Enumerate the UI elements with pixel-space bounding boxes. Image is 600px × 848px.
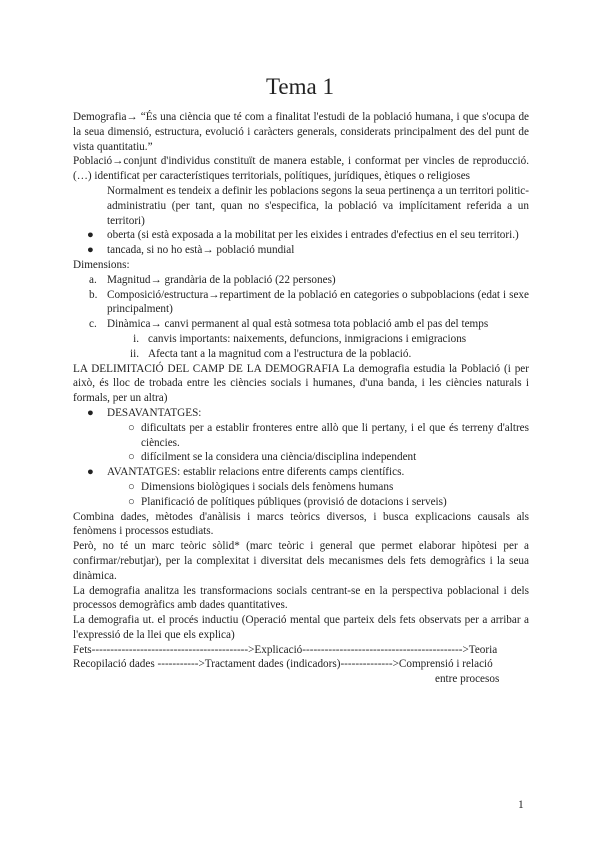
list-item <box>73 347 529 362</box>
bullet-icon: ● <box>87 244 94 257</box>
list-item-text: Dimensions biològiques i socials dels fenòmens humans <box>141 480 394 493</box>
list-item <box>73 495 529 510</box>
bullet-icon: ● <box>87 466 94 479</box>
list-item <box>73 228 529 243</box>
page-title: Tema 1 <box>265 74 334 99</box>
paragraph-marc-teoric: Però, no té un marc teòric sòlid* (marc teòric i general que permet elaborar hipòtesi per a confirmar/rebutjar), per la complexitat i diversitat dels mecanismes dels fets demogràfics i la seua dinàmica. <box>73 540 529 582</box>
circle-bullet-icon: ○ <box>128 421 135 434</box>
flow-line-continuation: entre procesos <box>435 673 500 686</box>
list-item <box>73 421 529 451</box>
paragraph-poblacio: Població→conjunt d'individus constituït de manera estable, i conformat per vincles de reproducció. (…) identificat per característiques territorials, polítiques, jurídiques, ètiques o religioses <box>73 155 529 183</box>
list-marker: b. <box>89 288 98 301</box>
list-item-text: tancada, si no ho està→ població mundial <box>107 244 295 257</box>
list-item <box>73 273 529 288</box>
paragraph-proces-inductiu: La demografia ut. el procés inductiu (Operació mental que parteix dels fets observats per a arribar a l'expressió de la llei que els explica) <box>73 614 529 641</box>
list-item <box>73 243 529 258</box>
list-marker: c. <box>89 318 97 331</box>
circle-bullet-icon: ○ <box>128 495 135 508</box>
list-item <box>73 465 529 480</box>
list-item <box>73 317 529 332</box>
list-item <box>73 406 529 421</box>
paragraph-demografia: Demografia→ “És una ciència que té com a finalitat l'estudi de la població humana, i que s'ocupa de la seua dimensió, estructura, evolució i caràcters generals, considerats principalment des del punt de vista quantitatiu.” <box>73 111 529 153</box>
list-item-text: Planificació de polítiques públiques (provisió de dotacions i serveis) <box>141 495 447 508</box>
page-number: 1 <box>518 799 524 811</box>
paragraph-normalment: Normalment es tendeix a definir les poblacions segons la seua pertinença a un territori politic-administratiu (per tant, quan no s'especifica, la població va implícitament referida a un territori) <box>107 184 529 227</box>
circle-bullet-icon: ○ <box>128 480 135 493</box>
list-item-text: Composició/estructura→repartiment de la població en categories o subpoblacions (edat i sexe principalment) <box>107 288 529 316</box>
list-marker: i. <box>133 332 139 345</box>
document-body <box>73 110 529 687</box>
list-item-text: dificultats per a establir fronteres entre allò que li pertany, i el que és terreny d'altres ciències. <box>141 421 529 449</box>
list-item <box>73 480 529 495</box>
list-item <box>73 332 529 347</box>
dimensions-heading: Dimensions: <box>73 258 130 271</box>
list-item-text: oberta (si està exposada a la mobilitat per les eixides i entrades d'efectius en el seu territori.) <box>107 229 519 242</box>
list-item <box>73 288 529 318</box>
avantatges-label: AVANTATGES: establir relacions entre diferents camps científics. <box>107 466 405 479</box>
flow-line-recopilacio: Recopilació dades ----------->Tractament dades (indicadors)-------------->Comprensió i relació <box>73 658 493 671</box>
paragraph-transformacions: La demografia analitza les transformacions socials centrant-se en la perspectiva poblacional i dels processos demogràfics amb dades quantitatives. <box>73 584 529 612</box>
bullet-icon: ● <box>87 406 94 419</box>
list-marker: a. <box>89 273 97 286</box>
circle-bullet-icon: ○ <box>128 451 135 464</box>
list-marker: ii. <box>129 347 139 360</box>
list-item-text: Afecta tant a la magnitud com a l'estructura de la població. <box>148 347 412 360</box>
bullet-icon: ● <box>87 229 94 242</box>
list-item-text: difícilment se la considera una ciència/disciplina independent <box>141 451 417 464</box>
list-item-text: Magnitud→ grandària de la població (22 persones) <box>107 273 336 286</box>
list-item <box>73 450 529 465</box>
flow-line-fets: Fets------------------------------------------>Explicació------------------------------------------->Teoria <box>73 643 498 656</box>
desavantatges-label: DESAVANTATGES: <box>107 406 202 419</box>
paragraph-delimitacio: LA DELIMITACIÓ DEL CAMP DE LA DEMOGRAFIA La demografia estudia la Població (i per això, és lloc de trobada entre les ciències socials i humanes, d'una banda, i les ciències naturals i formals, per un altra) <box>73 362 529 405</box>
list-item-text: canvis importants: naixements, defuncions, inmigracions i emigracions <box>148 332 467 345</box>
paragraph-combina: Combina dades, mètodes d'anàlisis i marcs teòrics diversos, i busca explicacions causals als fenòmens i processos estudiats. <box>73 510 529 538</box>
list-item-text: Dinàmica→ canvi permanent al qual està sotmesa tota població amb el pas del temps <box>107 318 489 331</box>
